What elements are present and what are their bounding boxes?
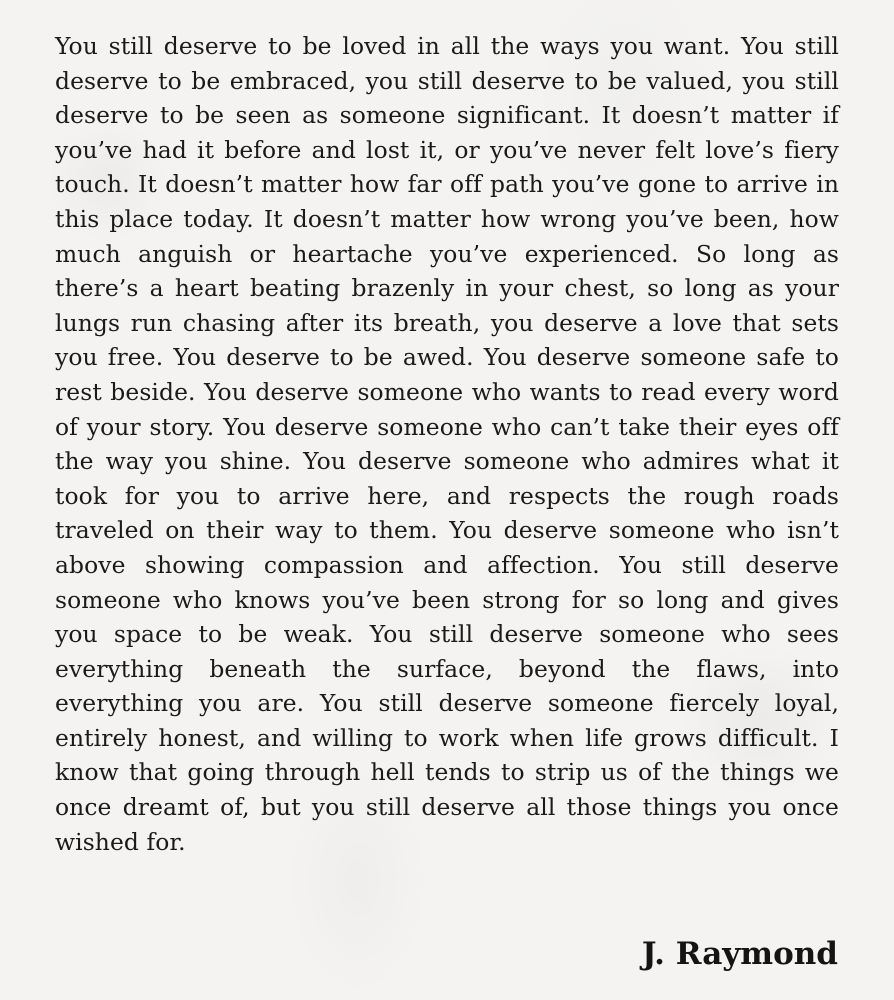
quote-body-text: You still deserve to be loved in all the ways you want. You still deserve to be embraced, you still deserve to be valued, you still deserve to be seen as someone significant. It doesn’t matter if you’ve had it before and lost it, or you’ve never felt love’s fiery touch. It doesn’t matter how far off path you’ve gone to arrive in this place today. It doesn’t matter how wrong you’ve been, how much anguish or heartache you’ve experienced. So long as there’s a heart beating brazenly in your chest, so long as your lungs run chasing after its breath, you deserve a love that sets you free. You deserve to be awed. You deserve someone safe to rest beside. You deserve someone who wants to read every word of your story. You deserve someone who can’t take their eyes off the way you shine. You deserve someone who admires what it took for you to arrive here, and respects the rough roads traveled on their way to them. You deserve someone who isn’t above showing compassion and affection. You still deserve someone who knows you’ve been strong for so long and gives you space to be weak. You still deserve someone who sees everything beneath the surface, beyond the flaws, into everything you are. You still deserve someone fiercely loyal, entirely honest, and willing to work when life grows difficult. I know that going through hell tends to strip us of the things we once dreamt of, but you still deserve all those things you once wished for. [55, 32, 839, 856]
author-signature: J. Raymond [641, 936, 838, 972]
